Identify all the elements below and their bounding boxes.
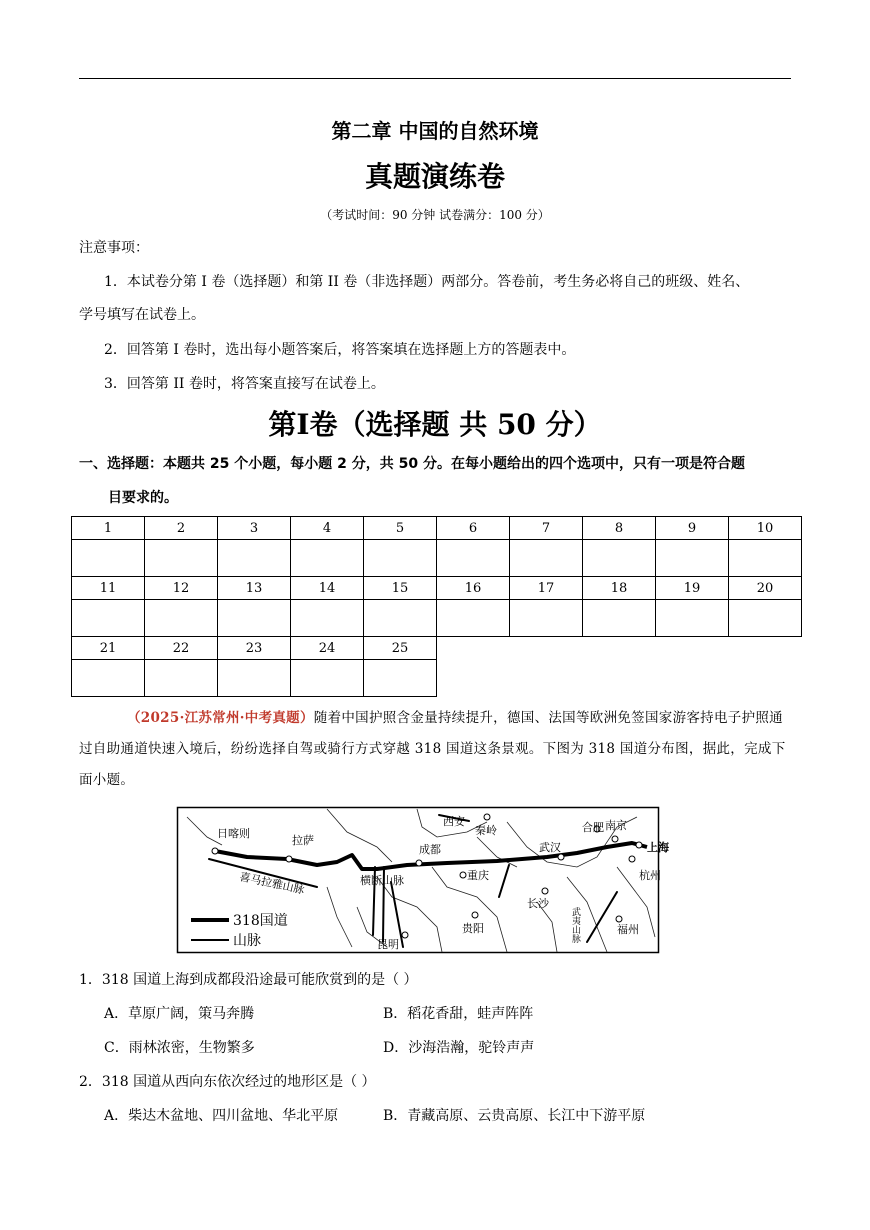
answer-cell[interactable] [218,660,291,697]
label-chongqing: 重庆 [467,869,489,882]
label-changsha: 长沙 [527,897,549,910]
answer-cell[interactable] [145,600,218,637]
city-marker [416,860,422,866]
answer-cell[interactable] [510,600,583,637]
answer-number: 6 [437,517,510,540]
question-1-option-d[interactable]: D．沙海浩瀚，驼铃声声 [383,1040,535,1056]
label-wuyi: 武夷山脉 [570,907,580,943]
label-ximalaya: 喜马拉雅山脉 [238,870,306,897]
label-wuhan: 武汉 [539,841,561,854]
question-2-option-a[interactable]: A．柴达木盆地、四川盆地、华北平原 [104,1108,339,1124]
question-1-stem: 1．318 国道上海到成都段沿途最可能欣赏到的是（ ） [79,972,418,988]
question-2-option-b[interactable]: B．青藏高原、云贵高原、长江中下游平原 [383,1108,646,1124]
label-hengduan: 横断山脉 [360,874,404,887]
question-1-option-a[interactable]: A．草原广阔，策马奔腾 [104,1006,255,1022]
answer-number: 20 [729,577,802,600]
label-kunming: 昆明 [377,938,399,951]
answer-number: 21 [72,637,145,660]
city-marker [612,836,618,842]
answer-cell[interactable] [437,540,510,577]
section-instruction-cont: 目要求的。 [108,490,178,506]
answer-number: 23 [218,637,291,660]
answer-row-blanks [72,660,802,697]
city-marker [402,932,408,938]
answer-number: 18 [583,577,656,600]
passage-source: （2025·江苏常州·中考真题） [127,710,314,726]
answer-cell[interactable] [72,540,145,577]
answer-cell[interactable] [583,600,656,637]
answer-cell[interactable] [218,600,291,637]
notice-item-3: 3．回答第 II 卷时，将答案直接写在试卷上。 [104,376,385,392]
answer-number: 3 [218,517,291,540]
city-marker [542,888,548,894]
answer-number: 24 [291,637,364,660]
city-marker [484,814,490,820]
answer-number: 19 [656,577,729,600]
answer-row-blanks [72,540,802,577]
question-1-option-b[interactable]: B．稻花香甜，蛙声阵阵 [383,1006,534,1022]
answer-number: 1 [72,517,145,540]
answer-number: 16 [437,577,510,600]
answer-cell[interactable] [145,540,218,577]
answer-number: 17 [510,577,583,600]
passage-text: 随着中国护照含金量持续提升，德国、法国等欧洲免签国家游客持电子护照通过自助通道快速入境后，纷纷选择自驾或骑行方式穿越 318 国道这条景观。下图为 318 国道分布图，据此，完成下面小题。 [79,710,786,788]
answer-number: 9 [656,517,729,540]
answer-row-numbers [72,577,802,600]
exam-info: （考试时间：90 分钟 试卷满分：100 分） [320,208,550,222]
header-rule [79,78,791,79]
answer-cell[interactable] [656,600,729,637]
answer-cell[interactable] [583,540,656,577]
answer-number: 14 [291,577,364,600]
answer-number: 2 [145,517,218,540]
chapter-title: 第二章 中国的自然环境 [331,119,539,143]
section-instruction: 一、选择题：本题共 25 个小题，每小题 2 分，共 50 分。在每小题给出的四个选项中，只有一项是符合题 [79,456,745,472]
notice-item-1-cont: 学号填写在试卷上。 [79,307,205,323]
answer-cell[interactable] [364,540,437,577]
notice-item-1: 1．本试卷分第 I 卷（选择题）和第 II 卷（非选择题）两部分。答卷前，考生务必将自己的班级、姓名、 [104,274,750,290]
answer-cell[interactable] [437,600,510,637]
answer-number: 25 [364,637,437,660]
question-1-option-c[interactable]: C．雨林浓密，生物繁多 [104,1040,255,1056]
answer-number: 4 [291,517,364,540]
label-hangzhou: 杭州 [639,869,661,882]
answer-number: 7 [510,517,583,540]
legend-mountain-label: 山脉 [233,933,261,949]
label-qinling: 秦岭 [475,824,497,837]
city-marker [460,872,466,878]
question-2-stem: 2．318 国道从西向东依次经过的地形区是（ ） [79,1074,376,1090]
city-marker [629,856,635,862]
answer-number: 13 [218,577,291,600]
section-title: 第Ⅰ卷（选择题 共 50 分） [268,408,602,441]
answer-number: 11 [72,577,145,600]
answer-cell[interactable] [364,660,437,697]
answer-number: 8 [583,517,656,540]
answer-row-numbers [72,637,802,660]
answer-cell[interactable] [364,600,437,637]
answer-cell[interactable] [145,660,218,697]
label-xian: 西安 [443,815,465,828]
city-marker [212,848,218,854]
label-lasa: 拉萨 [292,834,314,847]
answer-cell[interactable] [72,660,145,697]
city-marker [616,916,622,922]
answer-row-blanks [72,600,802,637]
exam-title: 真题演练卷 [364,160,505,193]
label-hefei: 合肥 [582,821,604,834]
label-rikaze: 日喀则 [217,827,250,840]
answer-cell[interactable] [729,540,802,577]
label-chengdu: 成都 [419,843,441,856]
passage [79,703,795,796]
answer-cell[interactable] [291,540,364,577]
answer-row-numbers [72,517,802,540]
answer-cell[interactable] [510,540,583,577]
answer-number: 10 [729,517,802,540]
answer-cell[interactable] [218,540,291,577]
label-shanghai: 上海 [647,841,669,854]
answer-number: 12 [145,577,218,600]
answer-cell[interactable] [291,600,364,637]
legend-road-label: 318国道 [233,913,288,929]
city-marker [472,912,478,918]
answer-cell[interactable] [72,600,145,637]
answer-number: 15 [364,577,437,600]
route-318-map [177,807,669,953]
notice-item-2: 2．回答第 I 卷时，选出每小题答案后，将答案填在选择题上方的答题表中。 [104,342,576,358]
answer-cell[interactable] [656,540,729,577]
answer-cell[interactable] [291,660,364,697]
answer-number: 22 [145,637,218,660]
notice-heading: 注意事项： [79,240,149,256]
label-guiyang: 贵阳 [462,922,484,935]
answer-cell[interactable] [729,600,802,637]
answer-table [71,516,802,697]
answer-number: 5 [364,517,437,540]
city-marker [636,842,642,848]
city-marker [286,856,292,862]
city-marker [558,854,564,860]
label-fuzhou: 福州 [617,923,639,936]
label-nanjing: 南京 [605,819,627,832]
